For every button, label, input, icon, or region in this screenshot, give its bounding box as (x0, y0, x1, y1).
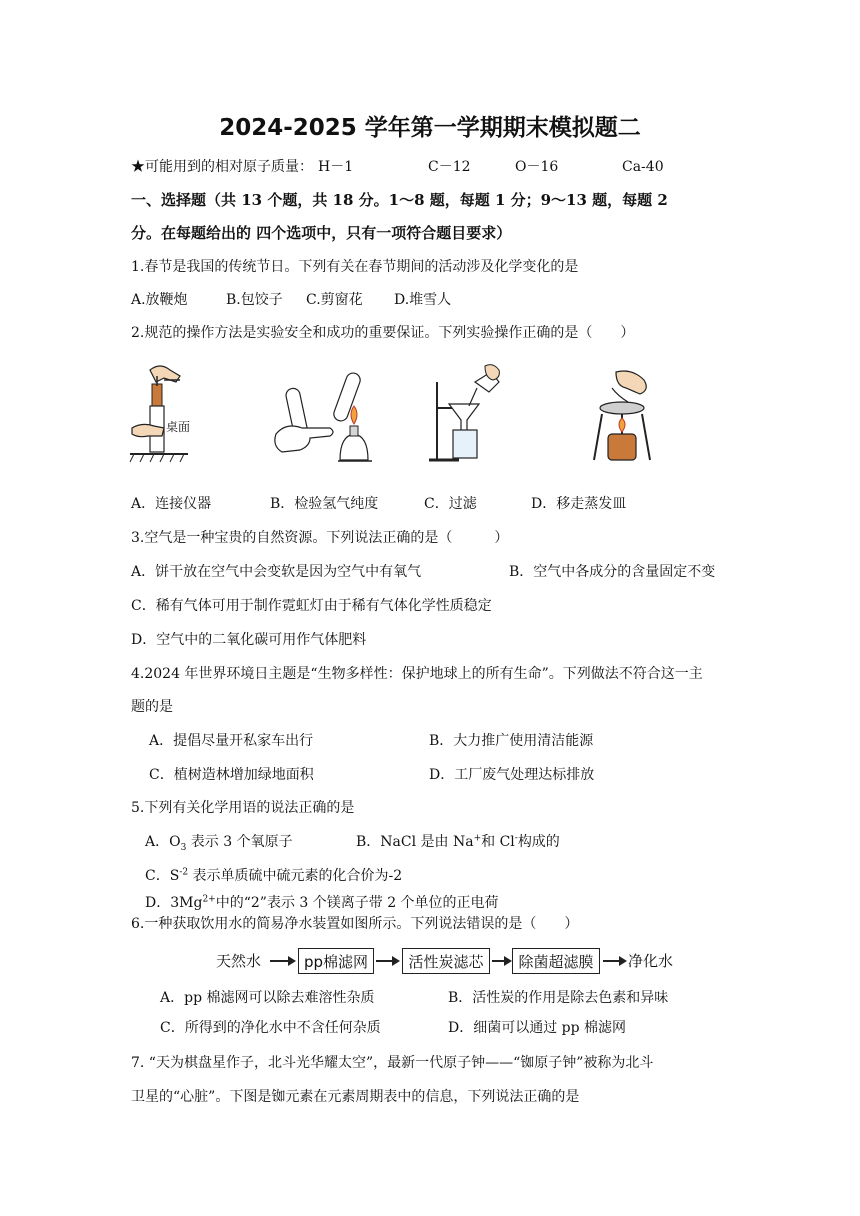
q3-option-d: D．空气中的二氧化碳可用作气体肥料 (131, 632, 367, 648)
q7-stem-line2: 卫星的“心脏”。下图是铷元素在元素周期表中的信息，下列说法正确的是 (131, 1089, 580, 1105)
atomic-mass-label: ★可能用到的相对原子质量： (131, 159, 313, 175)
q2-option-d: D．移走蒸发皿 (531, 496, 627, 512)
section-heading-line1: 一、选择题（共 13 个题，共 18 分。1～8 题，每题 1 分；9～13 题，每题 2 (131, 191, 668, 209)
flow-arrow-icon (270, 960, 294, 962)
flow-arrow-icon (603, 960, 625, 962)
q4-stem-line1: 4.2024 年世界环境日主题是“生物多样性：保护地球上的所有生命”。下列做法不符合这一主 (131, 666, 703, 682)
q5-option-a: A．$O_3$ 表示 3 个氧原子 (145, 834, 293, 853)
desk-label: 桌面 (166, 420, 191, 434)
q6-option-d: D．细菌可以通过 pp 棉滤网 (448, 1020, 627, 1036)
q4-option-b: B．大力推广使用清洁能源 (429, 733, 594, 749)
figure-connect-apparatus (128, 362, 218, 464)
atomic-mass-h: H－1 (318, 159, 354, 175)
q2-option-a: A．连接仪器 (131, 496, 212, 512)
atomic-mass-o: O－16 (515, 159, 559, 175)
flow-arrow-icon (376, 960, 398, 962)
q5-option-b: B．NaCl 是由 Na+和 Cl-构成的 (356, 833, 560, 850)
flow-purified-water: 净化水 (628, 952, 674, 970)
figure-test-hydrogen (268, 368, 378, 468)
q6-option-c: C．所得到的净化水中不含任何杂质 (160, 1020, 381, 1036)
q1-stem: 1.春节是我国的传统节日。下列有关在春节期间的活动涉及化学变化的是 (131, 259, 579, 275)
q6-stem: 6.一种获取饮用水的简易净水装置如图所示。下列说法错误的是（ ） (131, 916, 579, 932)
q3-option-a: A．饼干放在空气中会变软是因为空气中有氧气 (131, 564, 422, 580)
q6-option-b: B．活性炭的作用是除去色素和异味 (448, 990, 669, 1006)
q3-option-b: B．空气中各成分的含量固定不变 (509, 564, 716, 580)
atomic-mass-c: C－12 (428, 159, 471, 175)
q2-option-b: B．检验氢气纯度 (270, 496, 379, 512)
q5-option-d: D．$3Mg^{2+}$中的“2”表示 3 个镁离子带 2 个单位的正电荷 (145, 894, 499, 911)
q3-option-c: C．稀有气体可用于制作霓虹灯由于稀有气体化学性质稳定 (131, 598, 492, 614)
q6-option-a: A．pp 棉滤网可以除去难溶性杂质 (160, 990, 375, 1006)
q1-option-a: A.放鞭炮 (131, 292, 188, 308)
q2-option-c: C．过滤 (424, 496, 477, 512)
figure-filtration (425, 364, 505, 466)
q2-stem: 2.规范的操作方法是实验安全和成功的重要保证。下列实验操作正确的是（ ） (131, 325, 635, 341)
flow-pp-filter: pp棉滤网 (298, 948, 374, 974)
q4-option-a: A．提倡尽量开私家车出行 (149, 733, 314, 749)
flow-ultrafiltration-membrane: 除菌超滤膜 (512, 948, 600, 974)
page-title: 2024-2025 学年第一学期期末模拟题二 (219, 115, 641, 141)
flow-natural-water: 天然水 (216, 952, 262, 970)
q1-option-d: D.堆雪人 (394, 292, 452, 308)
section-heading-line2: 分。在每题给出的 四个选项中，只有一项符合题目要求） (131, 224, 512, 242)
q4-option-d: D．工厂废气处理达标排放 (429, 767, 595, 783)
flow-arrow-icon (492, 960, 510, 962)
flow-activated-carbon: 活性炭滤芯 (402, 948, 490, 974)
q1-option-b: B.包饺子 (226, 292, 283, 308)
q3-stem: 3.空气是一种宝贵的自然资源。下列说法正确的是（ ） (131, 530, 509, 546)
atomic-mass-ca: Ca-40 (622, 159, 664, 175)
q7-stem-line1: 7. “天为棋盘星作子，北斗光华耀太空”，最新一代原子钟——“铷原子钟”被称为北斗 (131, 1055, 654, 1071)
q5-option-c: C．$S^{-2}$ 表示单质硫中硫元素的化合价为-2 (145, 867, 403, 884)
figure-move-evaporating-dish (592, 370, 656, 464)
q1-option-c: C.剪窗花 (306, 292, 363, 308)
q4-stem-line2: 题的是 (131, 699, 173, 715)
q4-option-c: C．植树造林增加绿地面积 (149, 767, 314, 783)
q5-stem: 5.下列有关化学用语的说法正确的是 (131, 800, 355, 816)
